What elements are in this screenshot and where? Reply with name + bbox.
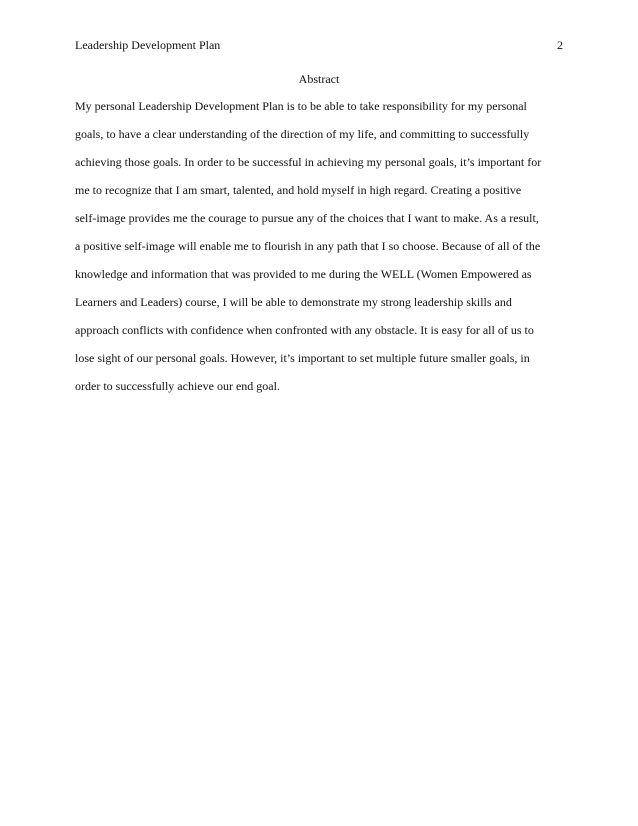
abstract-paragraph <box>75 98 575 406</box>
paragraph-line: me to recognize that I am smart, talented, and hold myself in high regard. Creating a positive <box>75 183 522 197</box>
paragraph-line: self-image provides me the courage to pursue any of the choices that I want to make. As a result, <box>75 211 539 225</box>
paragraph-line: lose sight of our personal goals. However, it’s important to set multiple future smaller goals, in <box>75 351 530 365</box>
paragraph-line: My personal Leadership Development Plan is to be able to take responsibility for my personal <box>75 99 527 113</box>
abstract-heading: Abstract <box>298 72 340 86</box>
paragraph-line: knowledge and information that was provided to me during the WELL (Women Empowered as <box>75 267 532 281</box>
page-number: 2 <box>557 38 563 52</box>
paragraph-line: goals, to have a clear understanding of the direction of my life, and committing to successfully <box>75 127 530 141</box>
paragraph-line: approach conflicts with confidence when confronted with any obstacle. It is easy for all of us to <box>75 323 534 337</box>
paragraph-line: achieving those goals. In order to be successful in achieving my personal goals, it’s important for <box>75 155 542 169</box>
paragraph-line: a positive self-image will enable me to flourish in any path that I so choose. Because of all of the <box>75 239 541 253</box>
paragraph-line: order to successfully achieve our end goal. <box>75 379 280 393</box>
running-head: Leadership Development Plan <box>75 38 221 52</box>
paragraph-line: Learners and Leaders) course, I will be able to demonstrate my strong leadership skills and <box>75 295 512 309</box>
